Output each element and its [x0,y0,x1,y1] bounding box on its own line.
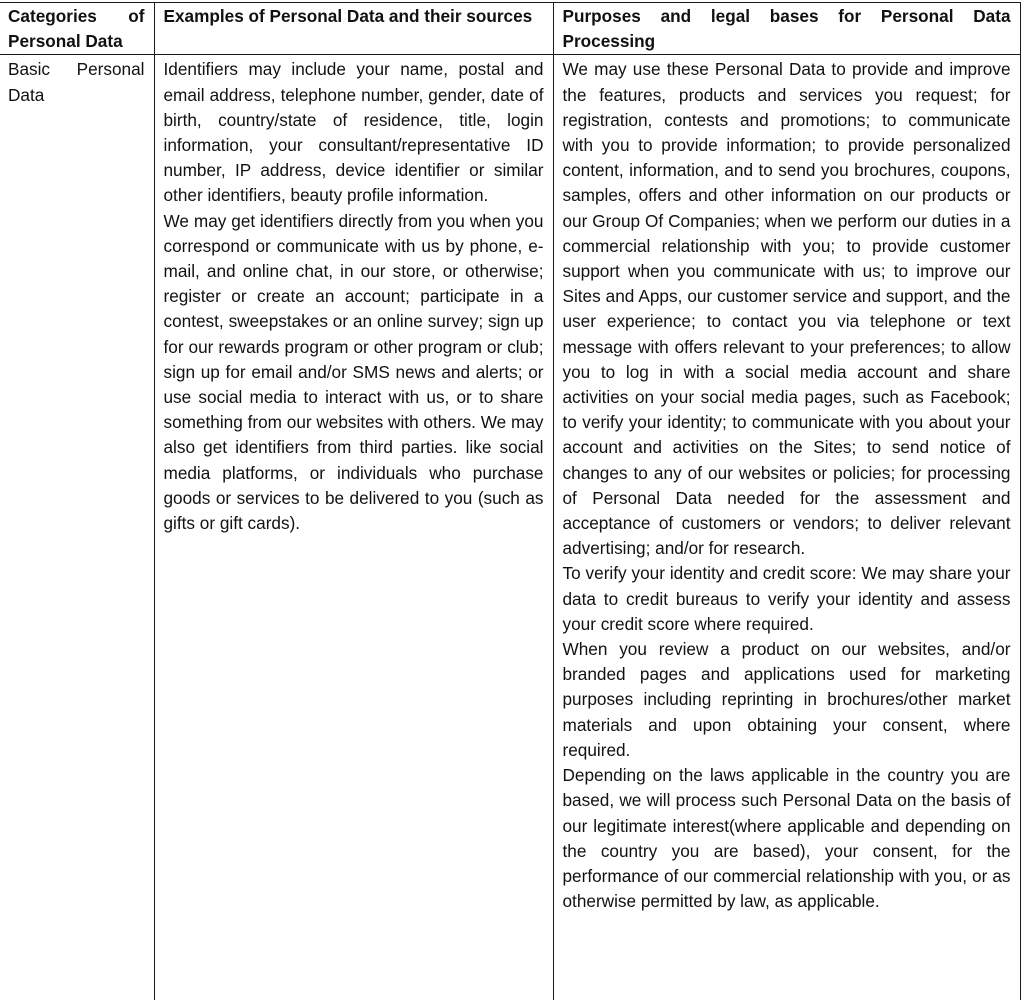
header-categories-label: Categories of Personal Data [8,6,145,52]
cell-purposes [553,55,1020,1000]
table-row [0,55,1020,1000]
purposes-paragraph: To verify your identity and credit score: We may share your data to credit bureaus to verify your identity and assess your credit score where required. [562,563,1011,634]
category-text: Basic Personal Data [8,59,145,105]
personal-data-table [0,2,1021,1000]
header-purposes-label: Purposes and legal bases for Personal Data Processing [562,6,1011,52]
header-categories [0,3,154,55]
purposes-paragraph: Depending on the laws applicable in the country you are based, we will process such Personal Data on the basis of our legitimate interest(where applicable and depending on the country you are based), your consent, for the performance of our commercial relationship with you, or as otherwise permitted by law, as applicable. [562,765,1011,912]
cell-examples [154,55,553,1000]
purposes-paragraph: When you review a product on our websites, and/or branded pages and applications used for marketing purposes including reprinting in brochures/other market materials and upon obtaining your consent, where required. [562,639,1011,760]
examples-paragraph: Identifiers may include your name, postal and email address, telephone number, gender, date of birth, country/state of residence, title, login information, your consultant/representative ID number, IP address, device identifier or similar other identifiers, beauty profile information. [163,59,544,206]
purposes-paragraph: We may use these Personal Data to provide and improve the features, products and services you request; for registration, contests and promotions; to communicate with you to provide information; to provide personalized content, information, and to send you brochures, coupons, samples, offers and other information on our products or our Group Of Companies; when we perform our duties in a commercial relationship with you; to provide customer support when you communicate with us; to improve our Sites and Apps, our customer service and support, and the user experience; to contact you via telephone or text message with offers relevant to your preferences; to allow you to log in with a social media account and share activities on your social media pages, such as Facebook; to verify your identity; to communicate with you about your account and activities on the Sites; to send notice of changes to any of our websites or policies; for processing of Personal Data needed for the assessment and acceptance of customers or vendors; to deliver relevant advertising; and/or for research. [562,59,1011,559]
cell-category [0,55,154,1000]
header-purposes [553,3,1020,55]
table-header-row [0,3,1020,55]
header-examples [154,3,553,55]
header-examples-label: Examples of Personal Data and their sources [163,6,533,26]
examples-paragraph: We may get identifiers directly from you when you correspond or communicate with us by phone, e-mail, and online chat, in our store, or otherwise; register or create an account; participate in a contest, sweepstakes or an online survey; sign up for our rewards program or other program or club; sign up for email and/or SMS news and alerts; or use social media to interact with us, or to share something from our websites with others. We may also get identifiers from third parties. like social media platforms, or individuals who purchase goods or services to be delivered to you (such as gifts or gift cards). [163,210,544,534]
